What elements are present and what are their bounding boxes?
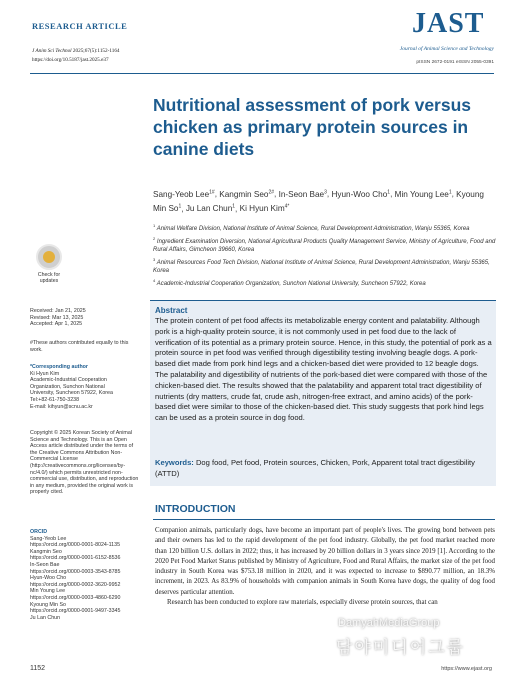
corresponding-author: *Corresponding author Ki Hyun Kim Academic-Industrial Cooperation Organization, Sunchon National University, Suncheon 57922, Korea Tel:+82-61-750-3238 E-mail: kihyun@scnu.ac.kr (30, 364, 140, 410)
journal-website-link[interactable]: https://www.ejast.org (441, 666, 492, 672)
author: Kangmin Seo$^{2\#}$ (219, 189, 275, 199)
affiliation: $^1$ Animal Welfare Division, National Institute of Animal Science, Rural Development Administration, Wanju 55365, Korea (153, 223, 470, 232)
orcid-link[interactable]: https://orcid.org/0000-0003-3543-8785 (30, 568, 121, 575)
affiliation: $^4$ Academic-Industrial Cooperation Organization, Sunchon National University, Suncheon 57922, Korea (153, 277, 426, 287)
page-number: 1152 (30, 665, 46, 672)
article-title: Nutritional assessment of pork versus chicken as primary protein sources in canine diets (153, 95, 472, 159)
revised-date: Revised: Mar 13, 2025 (30, 314, 84, 321)
check-for-updates-button[interactable] (30, 244, 68, 290)
author: In-Seon Bae$^3$ (278, 189, 327, 199)
check-updates-icon (36, 244, 62, 270)
introduction-heading: INTRODUCTION (155, 503, 236, 515)
journal-name: Journal of Animal Science and Technology (399, 46, 494, 52)
author: Min Young Lee$^1$ (394, 189, 452, 199)
author: Ju Lan Chun$^1$ (185, 203, 236, 214)
orcid-link[interactable]: https://orcid.org/0000-0001-9497-3345 (30, 608, 121, 615)
citation (32, 47, 120, 65)
doi-link[interactable]: https://doi.org/10.5187/jast.2025.e37 (32, 57, 109, 63)
author: Kyoung Min So$^1$ (153, 189, 484, 214)
author: Hyun-Woo Cho$^1$ (331, 189, 391, 199)
copyright-notice: Copyright © 2025 Korean Society of Animal Science and Technology. This is an Open Access article distributed under the terms of the Creative Commons Attribution Non-Commercial License (http://creativecommons.org/licenses/by-nc/4.0/) which permits unrestricted non-commercial use, distribution, and reproduction in any medium, provided the original work is properly cited. (30, 430, 139, 496)
orcid-list: ORCID Sang-Yeob Lee https://orcid.org/0000-0001-8024-1135 Kangmin Seo https://orcid.org/0000-0001-6152-8536 In-Seon Bae https://orcid.org/0000-0003-3543-8785 Hyun-Woo Cho https://orcid.org/0000-0002-3620-9952 Min Young Lee https://orcid.org/0000-0003-4860-6290 Kyoung Min So https://orcid.org/0000-0001-9497-3345 Ju Lan Chun (30, 529, 140, 621)
issn: pISSN 2672-0191 eISSN 2055-0391 (416, 60, 494, 65)
received-date: Received: Jan 21, 2025 (30, 308, 86, 314)
abstract-text: The protein content of pet food affects its metabolizable energy content and palatability. Although pork is a high-quality protein source, it is not commonly used in pet food due to the lack of verification of its potential as a primary protein source. Hence, in this study, the potential of pork as a protein source in pet food was verified through digestibility testing involving beagle dogs. A pork-based diet made from pork hind legs and a chicken-based diet were provided to 12 beagle dogs. The palatability and digestibility of nutrients of the pork-based diet were compared with those of the chicken-based diet. The results showed that the palatability and apparent total tract digestibility of nutrients (dry matters, crude fat, crude ash, nitrogen-free extract, and amino acids) of the pork-based diet were similar to those of the chicken-based diet. This study suggests that pork hind legs can be used as a protein source in dog food. (155, 316, 492, 423)
keywords (155, 458, 493, 480)
introduction-divider (153, 519, 495, 520)
abstract-heading: Abstract (155, 306, 188, 315)
author: Ki Hyun Kim$^{4*}$ (239, 203, 290, 214)
affiliation: $^3$ Animal Resources Food Tech Division, National Institute of Animal Science, Rural Development Administration, Wanju 55365, Korea (153, 256, 490, 275)
header-divider (30, 73, 494, 74)
check-updates-label: Check for updates (37, 272, 61, 284)
keywords-list: Dog food, Pet food, Protein sources, Chicken, Pork, Apparent total tract digestibility (ATTD) (155, 458, 475, 478)
citation-journal: J Anim Sci Technol (32, 48, 72, 54)
paragraph: Research has been conducted to explore raw materials, especially diverse protein sources, that can (167, 599, 438, 607)
author-list: Sang-Yeob Lee$^{1\#}$, Kangmin Seo$^{2\#}$, In-Seon Bae$^3$, Hyun-Woo Cho$^1$, Min Young Lee$^1$, Kyoung Min So$^1$, Ju Lan Chun$^1$, Ki Hyun Kim$^{4*}$ (153, 189, 484, 214)
watermark-latin: DamyahMediaGroup (338, 617, 440, 629)
orcid-label: ORCID (30, 529, 48, 535)
author: Sang-Yeob Lee$^{1\#}$ (153, 189, 215, 199)
article-type: RESEARCH ARTICLE (32, 21, 128, 31)
orcid-link[interactable]: https://orcid.org/0000-0001-8024-1135 (30, 542, 121, 549)
introduction-body (155, 526, 495, 608)
keywords-label: Keywords: (155, 458, 194, 467)
orcid-link[interactable]: https://orcid.org/0000-0001-6152-8536 (30, 555, 121, 562)
affiliations (153, 222, 497, 290)
affiliation: $^2$ Ingredient Examination Diversion, National Agricultural Products Quality Management Service, Ministry of Agriculture, Food and Rural Affairs, Gimcheon 39660, Korea (153, 235, 496, 254)
accepted-date: Accepted: Apr 1, 2025 (30, 321, 83, 328)
orcid-link[interactable]: https://orcid.org/0000-0002-3620-9952 (30, 581, 121, 588)
orcid-link[interactable]: https://orcid.org/0000-0003-4860-6290 (30, 594, 121, 601)
watermark-korean: 담야미디어그룹 (336, 638, 465, 657)
abstract-divider (150, 300, 496, 301)
corresponding-author-label: *Corresponding author (30, 364, 88, 370)
corresponding-email[interactable]: E-mail: kihyun@scnu.ac.kr (30, 403, 93, 410)
equal-contribution-note: #These authors contributed equally to this work. (30, 340, 129, 353)
article-dates (30, 308, 140, 328)
jast-logo: JAST (412, 8, 485, 39)
paragraph: Companion animals, particularly dogs, have become an important part of people's lives. The growing bond between pets and their owners has led to the rapid development of the pet food industry. Globally, the pet food market reached more than 120 billion U.S. dollars in 2022; thus, it has increased by 20 billion dollars in 3 years since 2019 [1]. According to the 2020 Pet Food Market Status published by Ministry of Agriculture, Food and Rural Affairs, the market size of the pet food industry in South Korea was $753.18 million in 2020, and it was expected to increase to $890.77 million, an 18.3% increment, in 2023. As 83.9% of households with companion animals in South Korea have dogs, the quality of dog food deserves particular attention. (155, 527, 495, 596)
citation-volume: 2025;67(5):1152-1164 (71, 48, 120, 54)
